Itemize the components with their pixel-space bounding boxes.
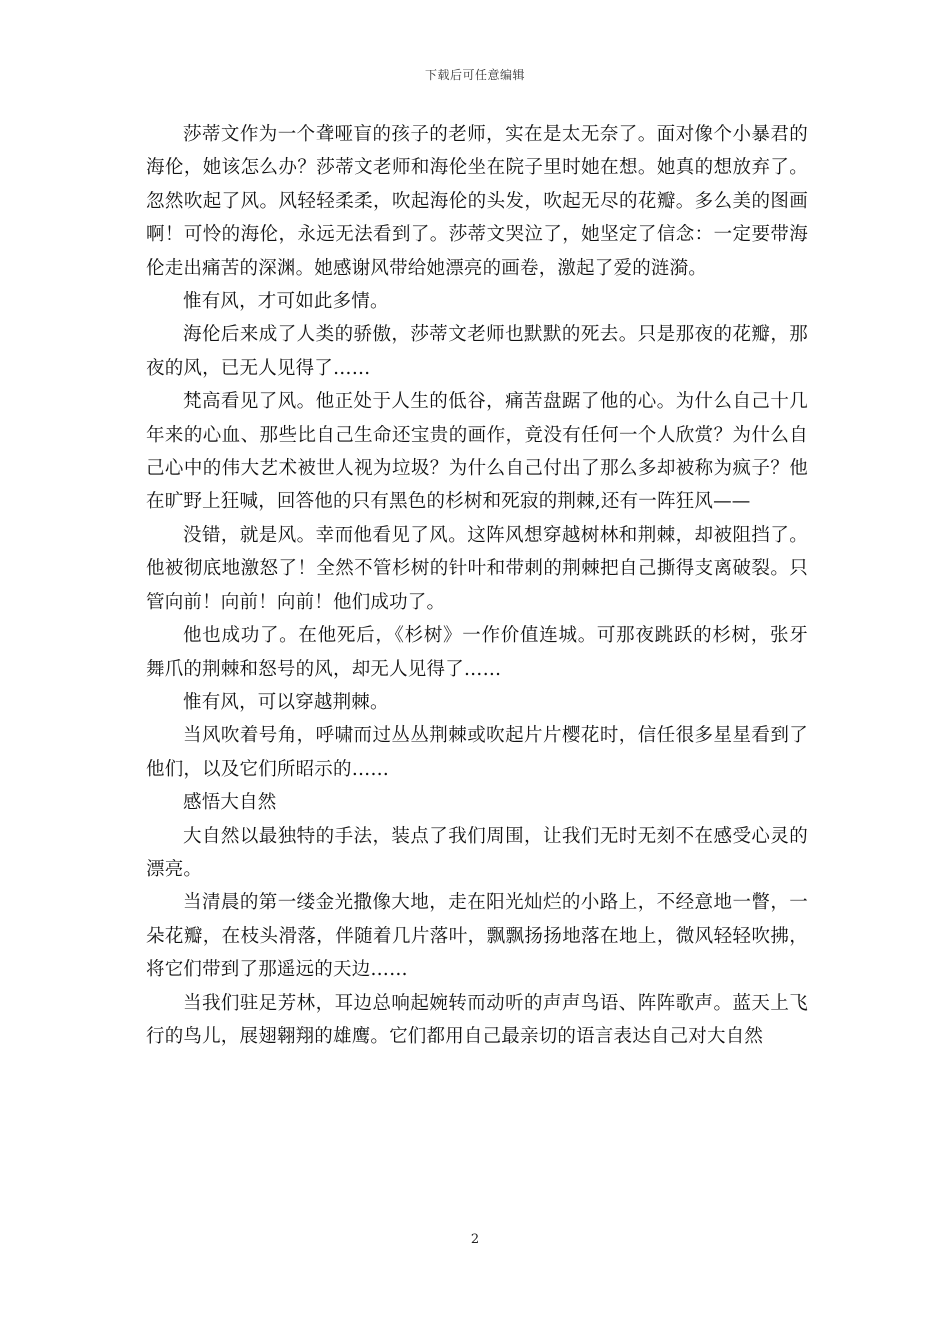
paragraph: 当风吹着号角，呼啸而过丛丛荆棘或吹起片片樱花时，信任很多星星看到了他们，以及它们所昭示的…… bbox=[146, 725, 808, 780]
page-number: 2 bbox=[470, 1232, 480, 1247]
paragraph: 莎蒂文作为一个聋哑盲的孩子的老师，实在是太无奈了。面对像个小暴君的海伦，她该怎么办？莎蒂文老师和海伦坐在院子里时她在想。她真的想放弃了。忽然吹起了风。风轻轻柔柔，吹起海伦的头发，吹起无尽的花瓣。多么美的图画啊！可怜的海伦，永远无法看到了。莎蒂文哭泣了，她坚定了信念：一定要带海伦走出痛苦的深渊。她感谢风带给她漂亮的画卷，激起了爱的涟漪。 bbox=[146, 124, 808, 279]
document-body bbox=[146, 118, 808, 1053]
page-header: 下载后可任意编辑 bbox=[424, 68, 525, 82]
paragraph: 当我们驻足芳林，耳边总响起婉转而动听的声声鸟语、阵阵歌声。蓝天上飞行的鸟儿，展翅翱翔的雄鹰。它们都用自己最亲切的语言表达自己对大自然 bbox=[146, 992, 808, 1047]
paragraph: 当清晨的第一缕金光撒像大地，走在阳光灿烂的小路上，不经意地一瞥，一朵花瓣，在枝头滑落，伴随着几片落叶，飘飘扬扬地落在地上，微风轻轻吹拂，将它们带到了那遥远的天边…… bbox=[146, 892, 808, 981]
paragraph: 惟有风，可以穿越荆棘。 bbox=[183, 691, 389, 713]
paragraph: 大自然以最独特的手法，装点了我们周围，让我们无时无刻不在感受心灵的漂亮。 bbox=[146, 825, 808, 880]
paragraph: 他也成功了。在他死后，《杉树》一作价值连城。可那夜跳跃的杉树，张牙舞爪的荆棘和怒号的风，却无人见得了…… bbox=[146, 625, 808, 680]
paragraph: 惟有风，才可如此多情。 bbox=[183, 291, 389, 313]
section-heading: 感悟大自然 bbox=[183, 792, 277, 814]
paragraph: 海伦后来成了人类的骄傲，莎蒂文老师也默默的死去。只是那夜的花瓣，那夜的风，已无人见得了…… bbox=[146, 324, 808, 379]
paragraph: 梵高看见了风。他正处于人生的低谷，痛苦盘踞了他的心。为什么自己十几年来的心血、那些比自己生命还宝贵的画作，竟没有任何一个人欣赏？为什么自己心中的伟大艺术被世人视为垃圾？为什么自己付出了那么多却被称为疯子？他在旷野上狂喊，回答他的只有黑色的杉树和死寂的荆棘,还有一阵狂风—— bbox=[146, 391, 808, 513]
paragraph: 没错，就是风。幸而他看见了风。这阵风想穿越树林和荆棘，却被阻挡了。他被彻底地激怒了！全然不管杉树的针叶和带刺的荆棘把自己撕得支离破裂。只管向前！向前！向前！他们成功了。 bbox=[146, 524, 808, 613]
